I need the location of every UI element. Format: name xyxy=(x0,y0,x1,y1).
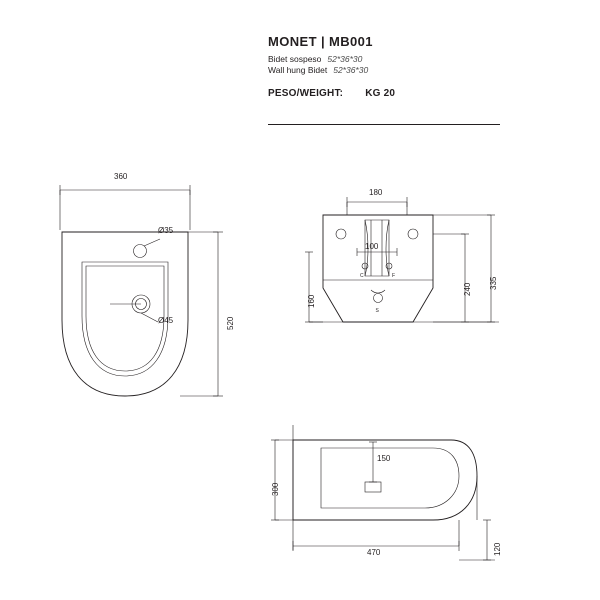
front-view xyxy=(285,190,515,350)
front-view-width-dim: 180 xyxy=(369,188,383,197)
side-view xyxy=(255,420,515,580)
svg-text:F: F xyxy=(392,273,396,279)
side-view-offset-dim: 120 xyxy=(493,542,502,556)
product-header xyxy=(268,34,528,99)
svg-text:C: C xyxy=(360,273,364,279)
front-view-total-height-dim: 335 xyxy=(489,276,498,290)
product-subtitle-it-dim: 52*36*30 xyxy=(327,54,363,64)
page-title: MONET | MB001 xyxy=(268,34,373,49)
top-view-hole-large-dim: Ø45 xyxy=(158,316,174,325)
top-view-height-dim: 520 xyxy=(226,316,235,330)
side-view-inner-dim: 150 xyxy=(377,454,391,463)
svg-text:S: S xyxy=(375,308,379,314)
product-subtitle-it xyxy=(268,54,528,65)
product-subtitle-en xyxy=(268,65,528,76)
top-view xyxy=(40,170,260,420)
header-divider xyxy=(268,124,500,125)
weight-value: KG 20 xyxy=(365,88,396,99)
front-view-inner-width-dim: 100 xyxy=(365,242,379,251)
product-subtitle-en-text: Wall hung Bidet xyxy=(268,65,328,75)
side-view-length-dim: 470 xyxy=(367,548,381,557)
product-subtitle-en-dim: 52*36*30 xyxy=(333,65,369,75)
top-view-width-dim: 360 xyxy=(114,172,128,181)
weight-label: PESO/WEIGHT: xyxy=(268,88,344,99)
front-view-mid-height-dim: 240 xyxy=(463,282,472,296)
top-view-hole-small-dim: Ø35 xyxy=(158,226,174,235)
weight-row xyxy=(268,88,528,99)
side-view-height-dim: 300 xyxy=(271,482,280,496)
front-view-low-height-dim: 160 xyxy=(307,294,316,308)
product-subtitle-it-text: Bidet sospeso xyxy=(268,54,322,64)
